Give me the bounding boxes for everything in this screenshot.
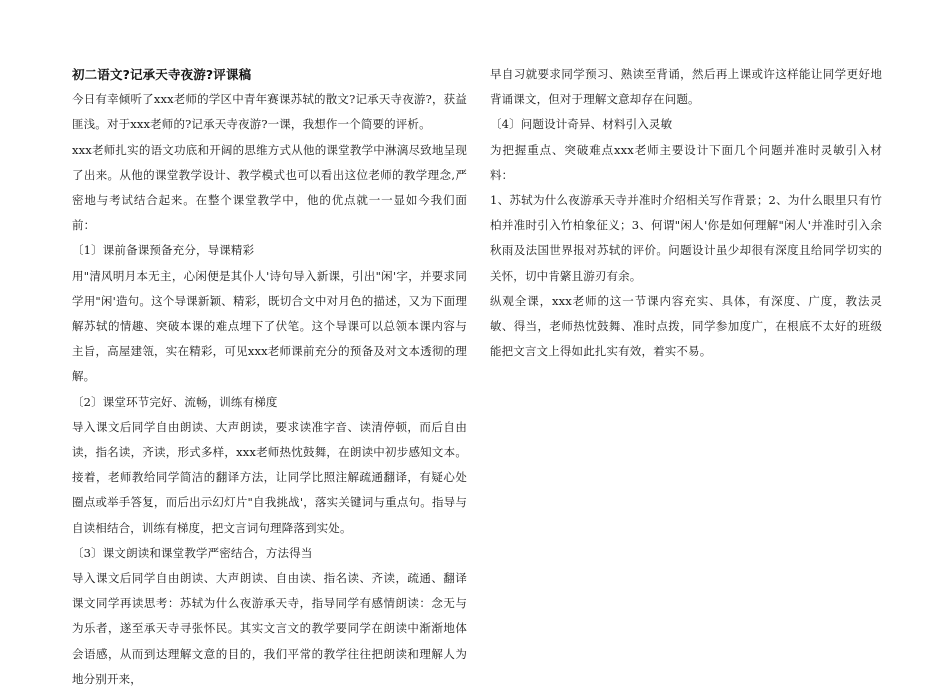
right-column <box>490 62 882 364</box>
section-heading-2: 〔2〕课堂环节完好、流畅，训练有梯度 <box>72 394 278 409</box>
paragraph-section-3-continued: 早自习就要求同学预习、熟读至背诵，然后再上课或许这样能让同学更好地背诵课文，但对于理解文意却存在问题。 <box>490 67 882 107</box>
paragraph-section-2: 导入课文后同学自由朗读、大声朗读，要求读准字音、读清停顿，而后自由读，指名读，齐读，形式多样，xxx老师热忱鼓舞，在朗读中初步感知文本。接着，老师教给同学简洁的翻译方法，让同学比照注解疏通翻译，有疑心处圈点或举手答复，而后出示幻灯片"自我挑战'，落实关键词与重点句。指导与自读相结合，训练有梯度，把文言词句理降落到实处。 <box>72 419 467 535</box>
section-heading-1: 〔1〕课前备课预备充分，导课精彩 <box>72 243 255 258</box>
paragraph-section-1: 用"清风明月本无主，心闲便是其仆人'诗句导入新课，引出"闲'字，并要求同学用"闲'造句。这个导课新颖、精彩，既切合文中对月色的描述，又为下面理解苏轼的情趣、突破本课的难点埋下了伏笔。这个导课可以总领本课内容与主旨，高屋建瓴，实在精彩，可见xxx老师课前充分的预备及对文本透彻的理解。 <box>72 268 467 384</box>
paragraph-section-3: 导入课文后同学自由朗读、大声朗读、自由读、指名读、齐读，疏通、翻译课文同学再读思考：苏轼为什么夜游承天寺，指导同学有感情朗读：念无与为乐者，遂至承天寺寻张怀民。其实文言文的教学要同学在朗读中渐渐地体会语感，从而到达理解文意的目的，我们平常的教学往往把朗读和理解人为地分别开来， <box>72 571 467 686</box>
paragraph-section-4-intro: 为把握重点、突破难点xxx老师主要设计下面几个问题并准时灵敏引入材料： <box>490 142 882 182</box>
paragraph-overview: xxx老师扎实的语文功底和开阔的思维方式从他的课堂教学中淋漓尽致地呈现了出来。从他的课堂教学设计、教学模式也可以看出这位老师的教学理念,严密地与考试结合起来。在整个课堂教学中，他的优点就一一显如今我们面前： <box>72 142 467 233</box>
document-title: 初二语文?记承天寺夜游?评课稿 <box>72 67 252 82</box>
paragraph-intro: 今日有幸倾听了xxx老师的学区中青年赛课苏轼的散文?记承天寺夜游?，获益匪浅。对于xxx老师的?记承天寺夜游?一课，我想作一个简要的评析。 <box>72 92 467 132</box>
section-heading-4: 〔4〕问题设计奇异、材料引入灵敏 <box>490 117 673 132</box>
section-heading-3: 〔3〕课文朗读和课堂教学严密结合，方法得当 <box>72 545 313 560</box>
paragraph-conclusion: 纵观全课，xxx老师的这一节课内容充实、具体，有深度、广度，教法灵敏、得当，老师热忱鼓舞、准时点拨，同学参加度广，在根底不太好的班级能把文言文上得如此扎实有效，着实不易。 <box>490 293 882 359</box>
paragraph-section-4-questions: 1、苏轼为什么夜游承天寺并准时介绍相关写作背景；2、为什么眼里只有竹柏并准时引入竹柏象征义；3、何谓"闲人'你是如何理解"闲人'并准时引入余秋雨及法国世界报对苏轼的评价。问题设计虽少却很有深度且给同学切实的关怀，切中肯綮且游刃有余。 <box>490 193 882 283</box>
left-column <box>72 62 467 692</box>
